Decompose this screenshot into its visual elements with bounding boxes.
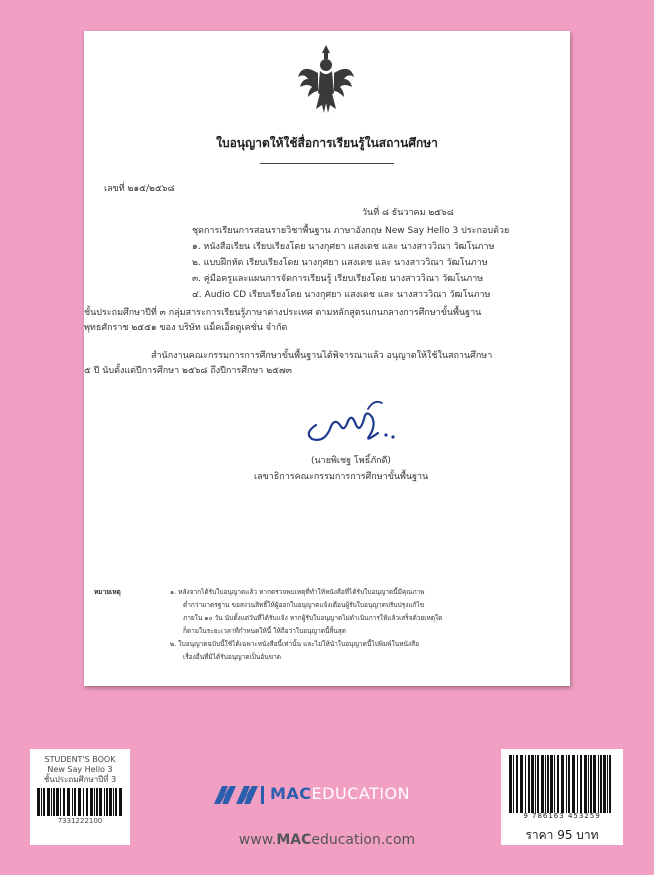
barcode-icon — [37, 788, 123, 816]
garuda-emblem-icon — [296, 43, 356, 117]
document-date: วันที่ ๘ ธันวาคม ๒๕๖๘ — [362, 208, 454, 218]
signer-name: (นายพิเชฐ โพธิ์ภักดี) — [311, 456, 391, 466]
book-label-series: STUDENT'S BOOK — [44, 755, 116, 764]
list-item: ๔. Audio CD เรียบเรียงโดย นางกุศยา แสงเดช และ นางสาววิณา วัฒโนภาษ — [192, 290, 491, 300]
title-divider — [260, 163, 394, 164]
note-line: ต่ำกว่ามาตรฐาน ขอสงวนสิทธิ์ให้ผู้ออกใบอนุญาตแจ้งเตือนผู้รับใบอนุญาตปรับปรุงแก้ไข — [183, 601, 425, 609]
publisher-website[interactable]: www.MACeducation.com — [238, 832, 416, 848]
body-paragraph-line: พุทธศักราช ๒๕๕๑ ของ บริษัท แม็คเอ็ดดูเคชั่น จำกัด — [84, 323, 288, 333]
document-number: เลขที่ ๒๑๕/๒๕๖๘ — [104, 184, 175, 194]
license-document — [84, 31, 570, 686]
publisher-logo-text: MACEDUCATION — [270, 784, 411, 803]
list-item: ๑. หนังสือเรียน เรียบเรียงโดย นางกุศยา แสงเดช และ นางสาววิณา วัฒโนภาษ — [192, 242, 495, 252]
list-item: ๒. แบบฝึกหัด เรียบเรียงโดย นางกุศยา แสงเดช และ นางสาววิณา วัฒโนภาษ — [192, 258, 488, 268]
body-paragraph-line: ๕ ปี นับตั้งแต่ปีการศึกษา ๒๕๖๘ ถึงปีการศึกษา ๒๕๗๓ — [84, 366, 292, 376]
isbn-digits: 9 786163 453259 — [523, 812, 601, 820]
document-title: ใบอนุญาตให้ใช้สื่อการเรียนรู้ในสถานศึกษา — [216, 136, 438, 150]
list-item: ๓. คู่มือครูและแผนการจัดการเรียนรู้ เรียบเรียงโดย นางสาววิณา วัฒโนภาษ — [192, 274, 484, 284]
price: ราคา 95 บาท — [525, 828, 599, 842]
signature-icon — [294, 389, 404, 449]
book-label — [30, 749, 130, 845]
body-paragraph-line: สำนักงานคณะกรรมการการศึกษาขั้นพื้นฐานได้พิจารณาแล้ว อนุญาตให้ใช้ในสถานศึกษา — [151, 351, 493, 361]
note-label: หมายเหตุ — [94, 588, 121, 596]
note-line: ภายใน ๑๐ วัน นับตั้งแต่วันที่ได้รับแจ้ง หากผู้รับใบอนุญาตไม่ดำเนินการให้แล้วเสร็จด้วยเหตุใด — [183, 614, 443, 622]
isbn-barcode-icon — [509, 755, 615, 813]
note-line: ๒. ใบอนุญาตฉบับนี้ใช้ได้เฉพาะหนังสือนี้เท่านั้น และไม่ให้นำใบอนุญาตนี้ไปพิมพ์ในหนังสือ — [170, 640, 419, 648]
document-intro: ชุดการเรียนการสอนรายวิชาพื้นฐาน ภาษาอังกฤษ New Say Hello 3 ประกอบด้วย — [192, 226, 510, 236]
book-label-grade: ชั้นประถมศึกษาปีที่ 3 — [43, 775, 117, 784]
note-line: ๑. หลังจากได้รับใบอนุญาตแล้ว หากตรวจพบเหตุที่ทำให้หนังสือที่ได้รับใบอนุญาตนี้มีคุณภาพ — [170, 588, 425, 596]
body-paragraph-line: ชั้นประถมศึกษาปีที่ ๓ กลุ่มสาระการเรียนรู้ภาษาต่างประเทศ ตามหลักสูตรแกนกลางการศึกษาขั้นพื้นฐาน — [84, 308, 482, 318]
note-line: ก็ตามในระยะเวลาที่กำหนดให้นี้ ให้ถือว่าใบอนุญาตนี้สิ้นสุด — [183, 627, 346, 635]
book-code: 7331222100 — [57, 817, 103, 825]
signer-position: เลขาธิการคณะกรรมการการศึกษาขั้นพื้นฐาน — [254, 472, 429, 482]
book-label-title: New Say Hello 3 — [47, 765, 113, 774]
mac-logo-icon — [214, 786, 266, 804]
note-line: เรื่องอื่นที่มิได้รับอนุญาตเป็นอันขาด — [183, 653, 282, 661]
isbn-box — [501, 749, 623, 845]
